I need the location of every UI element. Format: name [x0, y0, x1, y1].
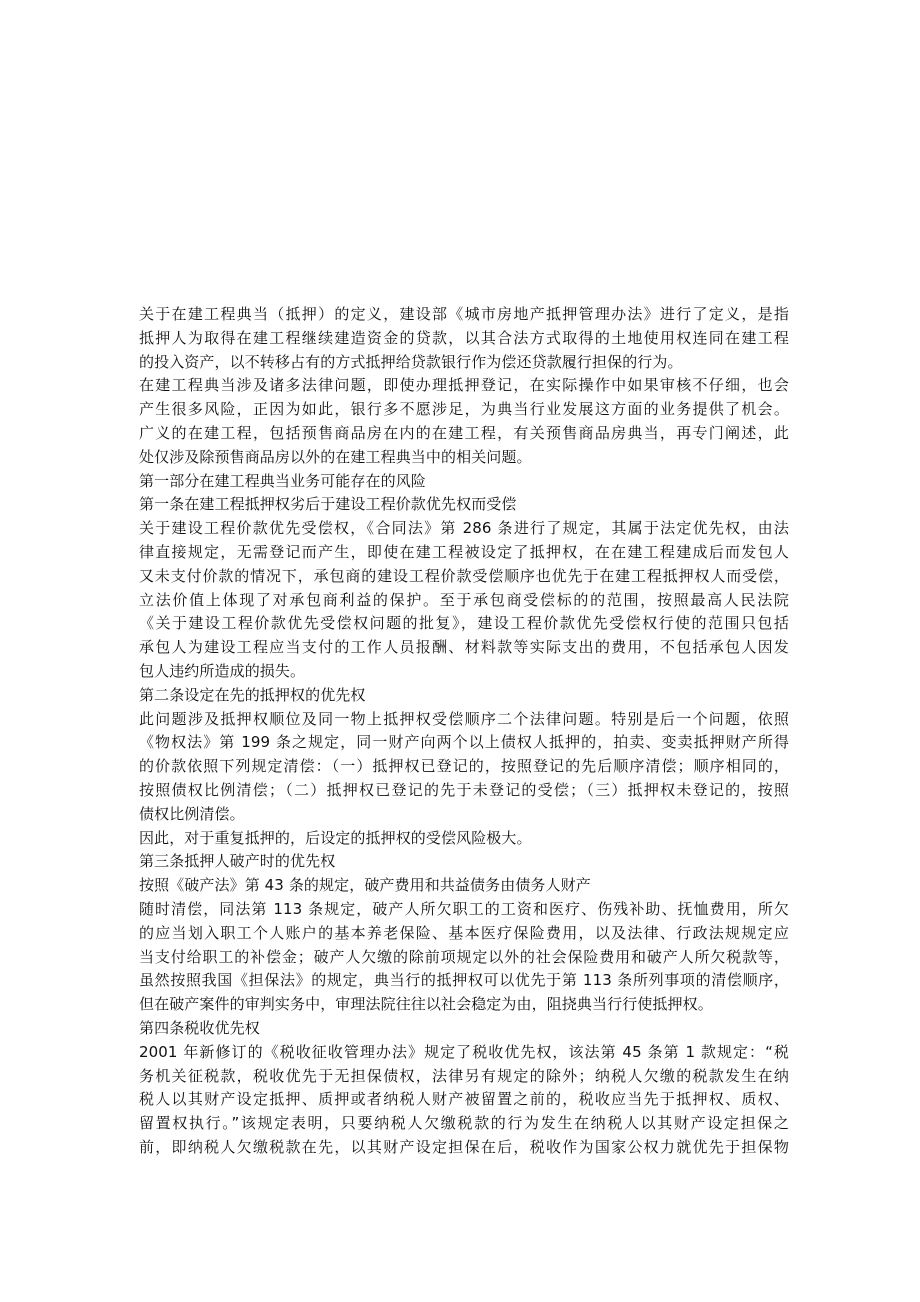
text-line: 处仅涉及除预售商品房以外的在建工程典当中的相关问题。 — [139, 447, 532, 466]
text-line: 抵押人为取得在建工程继续建造资金的贷款，以其合法方式取得的土地使用权连同在建工程 — [139, 328, 789, 347]
text-line: 第二条设定在先的抵押权的优先权 — [139, 685, 366, 704]
text-line: 第四条税收优先权 — [139, 1018, 260, 1037]
text-line: 的投入资产，以不转移占有的方式抵押给贷款银行作为偿还贷款履行担保的行为。 — [139, 352, 683, 371]
text-line: 但在破产案件的审判实务中，审理法院往往以社会稳定为由，阻挠典当行行使抵押权。 — [139, 995, 713, 1014]
text-line: 关于建设工程价款优先受偿权，《合同法》第 286 条进行了规定，其属于法定优先权，由法 — [139, 519, 789, 538]
text-line: 律直接规定，无需登记而产生，即使在建工程被设定了抵押权，在在建工程建成后而发包人 — [139, 542, 789, 561]
text-line: 的价款依照下列规定清偿：（一）抵押权已登记的，按照登记的先后顺序清偿；顺序相同的， — [139, 757, 789, 776]
document-body — [139, 303, 789, 1160]
text-line: 关于在建工程典当（抵押）的定义，建设部《城市房地产抵押管理办法》进行了定义，是指 — [139, 305, 789, 323]
text-line: 留置权执行。”该规定表明，只要纳税人欠缴税款的行为发生在纳税人以其财产设定担保之 — [139, 1114, 789, 1133]
text-line: 包人违约所造成的损失。 — [139, 661, 306, 680]
text-line: 产生很多风险，正因为如此，银行多不愿涉足，为典当行业发展这方面的业务提供了机会。 — [139, 400, 789, 419]
text-line: 随时清偿，同法第 113 条规定，破产人所欠职工的工资和医疗、伤残补助、抚恤费用，所欠 — [139, 899, 789, 918]
text-line: 又未支付价款的情况下，承包商的建设工程价款受偿顺序也优先于在建工程抵押权人而受偿， — [139, 566, 789, 585]
text-line: 第一条在建工程抵押权劣后于建设工程价款优先权而受偿 — [139, 495, 517, 514]
text-line: 立法价值上体现了对承包商利益的保护。至于承包商受偿标的的范围，按照最高人民法院 — [139, 590, 789, 609]
text-line: 在建工程典当涉及诸多法律问题，即使办理抵押登记，在实际操作中如果审核不仔细，也会 — [139, 376, 789, 395]
text-line: 此问题涉及抵押权顺位及同一物上抵押权受偿顺序二个法律问题。特别是后一个问题，依照 — [139, 709, 789, 728]
text-line: 债权比例清偿。 — [139, 804, 245, 823]
text-line: 《关于建设工程价款优先受偿权问题的批复》，建设工程价款优先受偿权行使的范围只包括 — [139, 614, 789, 633]
text-line: 广义的在建工程，包括预售商品房在内的在建工程，有关预售商品房典当，再专门阐述，此 — [139, 423, 789, 442]
text-line: 当支付给职工的补偿金；破产人欠缴的除前项规定以外的社会保险费用和破产人所欠税款等， — [139, 947, 789, 966]
text-line: 虽然按照我国《担保法》的规定，典当行的抵押权可以优先于第 113 条所列事项的清偿顺序， — [139, 971, 789, 990]
text-line: 前，即纳税人欠缴税款在先，以其财产设定担保在后，税收作为国家公权力就优先于担保物 — [139, 1137, 789, 1156]
text-line: 承包人为建设工程应当支付的工作人员报酬、材料款等实际支出的费用，不包括承包人因发 — [139, 638, 789, 657]
text-line: 《物权法》第 199 条之规定，同一财产向两个以上债权人抵押的，拍卖、变卖抵押财产所得 — [139, 733, 789, 752]
text-line: 税人以其财产设定抵押、质押或者纳税人财产被留置之前的，税收应当先于抵押权、质权、 — [139, 1090, 789, 1109]
text-line: 第三条抵押人破产时的优先权 — [139, 852, 336, 871]
text-line: 的应当划入职工个人账户的基本养老保险、基本医疗保险费用，以及法律、行政法规规定应 — [139, 923, 789, 942]
text-line: 按照债权比例清偿；（二）抵押权已登记的先于未登记的受偿；（三）抵押权未登记的，按照 — [139, 780, 789, 799]
text-line: 因此，对于重复抵押的，后设定的抵押权的受偿风险极大。 — [139, 828, 532, 847]
text-line: 务机关征税款，税收优先于无担保债权，法律另有规定的除外；纳税人欠缴的税款发生在纳 — [139, 1066, 789, 1085]
text-line: 2001 年新修订的《税收征收管理办法》规定了税收优先权，该法第 45 条第 1 款规定：“税 — [139, 1042, 789, 1061]
text-line: 第一部分在建工程典当业务可能存在的风险 — [139, 471, 426, 490]
text-line: 按照《破产法》第 43 条的规定，破产费用和共益债务由债务人财产 — [139, 876, 591, 895]
